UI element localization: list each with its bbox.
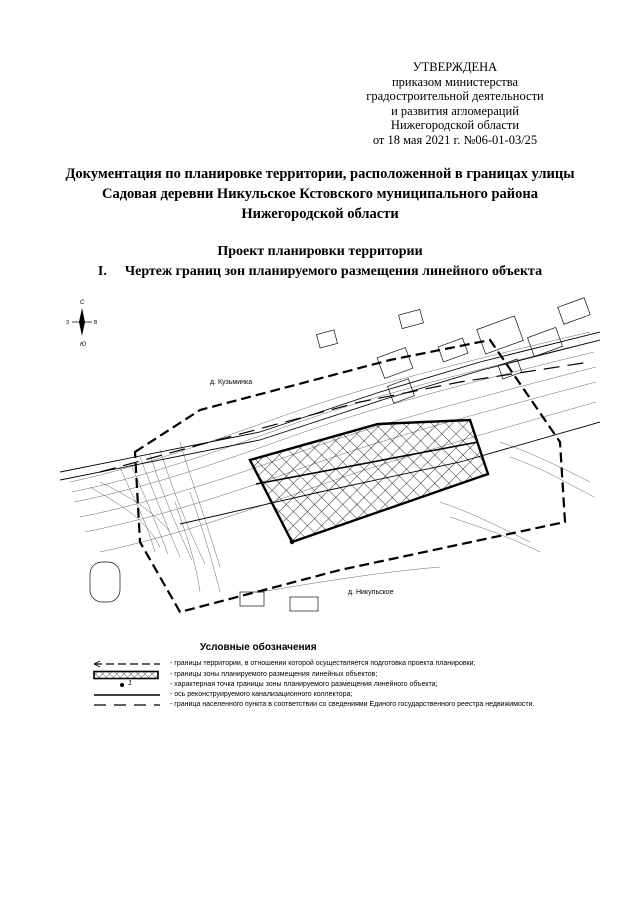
characteristic-point (290, 540, 294, 544)
planning-map (60, 292, 600, 632)
compass-east: В (94, 320, 98, 326)
compass-icon (66, 300, 98, 348)
legend-territory-symbol (92, 659, 162, 669)
document-title-line: Документация по планировке территории, расположенной в границах улицы (65, 166, 575, 182)
approval-date: от 18 мая 2021 г. №06-01-03/25 (372, 132, 538, 147)
approval-block (330, 60, 580, 148)
legend-item (92, 659, 612, 669)
legend-axis-symbol (92, 690, 162, 700)
legend-title: Условные обозначения (200, 642, 317, 653)
legend-item (92, 670, 612, 680)
village-label-nikulskoe: д. Никульское (348, 589, 394, 596)
legend-text: - ось реконструируемого канализационного коллектора; (170, 691, 353, 698)
section-number: I. (97, 264, 107, 279)
legend-item (92, 690, 612, 700)
approval-line: приказом министерства (391, 74, 519, 89)
approval-line: и развития агломераций (391, 103, 519, 118)
point-dot-icon (120, 683, 124, 687)
legend-settlement-symbol (92, 700, 162, 710)
compass-south: Ю (80, 342, 87, 348)
document-title-line: Нижегородской области (241, 206, 399, 222)
village-label-kuzminka: д. Кузьминка (210, 379, 253, 386)
section-title (40, 263, 600, 281)
point-number: 1 (128, 680, 132, 687)
legend-zone-symbol (92, 670, 162, 680)
legend-text: - границы территории, в отношении которой осуществляется подготовка проекта планировки; (170, 660, 476, 667)
document-title-line: Садовая деревни Никульское Кстовского муниципального района (102, 186, 538, 202)
approval-line: градостроительной деятельности (366, 89, 544, 104)
approval-line: Нижегородской области (390, 118, 520, 133)
legend-text: - характерная точка границы зоны планируемого размещения линейного объекта; (170, 681, 438, 688)
document-title (40, 164, 600, 224)
legend-text: - граница населенного пункта в соответствии со сведениями Единого государственного реестра недвижимости. (170, 701, 535, 708)
compass-north: С (80, 300, 85, 306)
legend-point-symbol (92, 680, 162, 690)
section-title-text: Чертеж границ зон планируемого размещения линейного объекта (124, 264, 543, 279)
project-title: Проект планировки территории (217, 244, 423, 259)
legend-text: - границы зоны планируемого размещения линейных объектов; (170, 671, 378, 678)
approval-status: УТВЕРЖДЕНА (412, 60, 498, 74)
legend-item (92, 700, 612, 710)
legend-item (92, 680, 612, 690)
compass-west: З (66, 320, 70, 326)
